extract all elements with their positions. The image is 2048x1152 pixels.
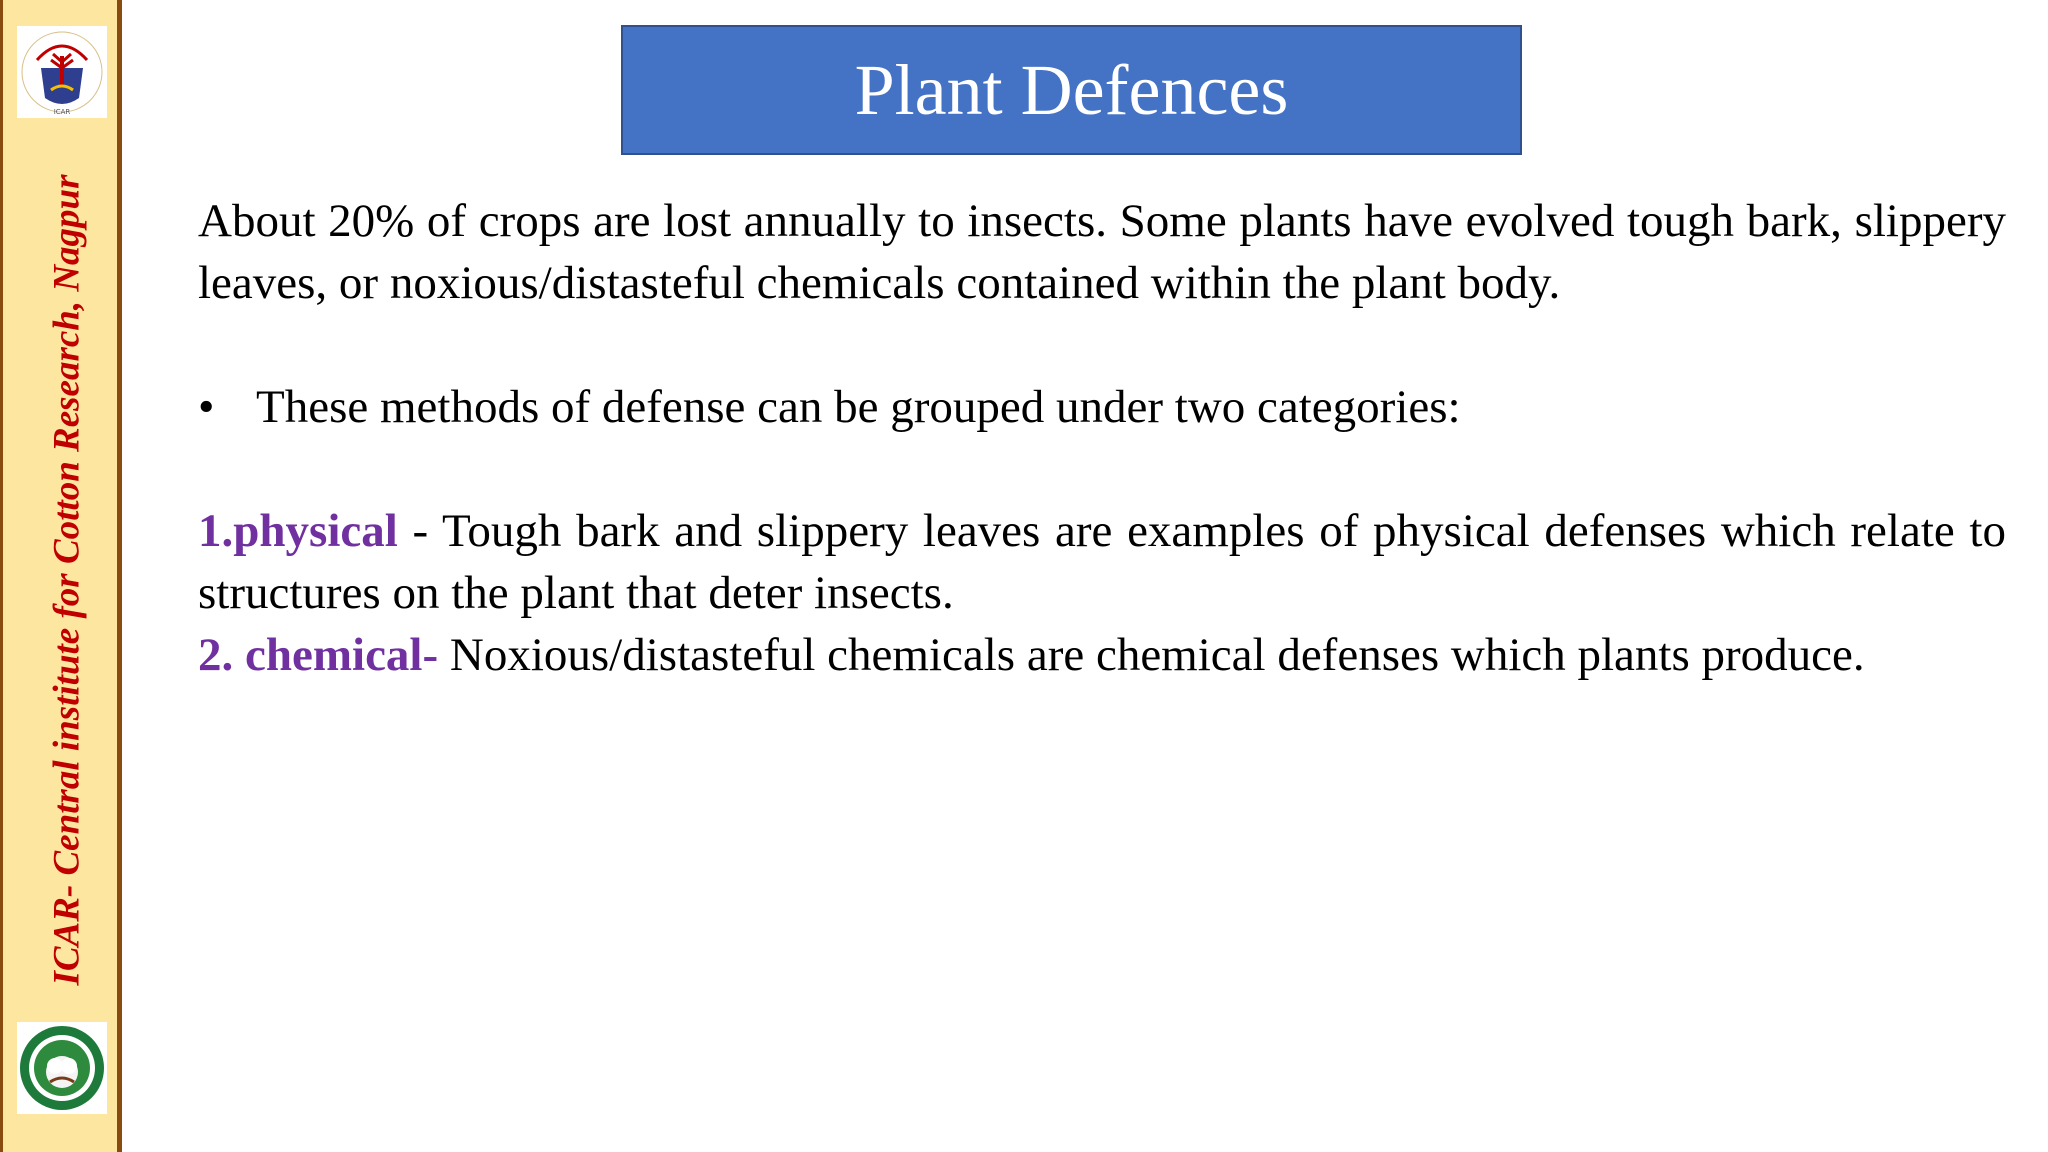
category-separator	[438, 629, 450, 681]
category-separator: -	[397, 505, 442, 557]
intro-paragraph: About 20% of crops are lost annually to insects. Some plants have evolved tough bark, slippery leaves, or noxious/distasteful chemicals contained within the plant body.	[198, 195, 2006, 309]
category-physical	[198, 500, 2006, 624]
institute-sidebar	[0, 0, 122, 1152]
icar-logo	[17, 26, 107, 118]
spacer	[198, 314, 2006, 376]
slide-body	[198, 190, 2006, 686]
svg-text:ICAR: ICAR	[53, 108, 71, 116]
bullet-text: These methods of defense can be grouped under two categories:	[256, 381, 1461, 433]
institute-name: ICAR- Central institute for Cotton Research, Nagpur	[46, 174, 88, 986]
category-description: Noxious/distasteful chemicals are chemical defenses which plants produce.	[449, 629, 1865, 681]
title-banner	[621, 25, 1522, 155]
bullet-item	[198, 376, 2006, 438]
spacer	[198, 438, 2006, 500]
category-term: 1.physical	[198, 505, 398, 557]
slide-title: Plant Defences	[854, 50, 1289, 130]
category-chemical	[198, 624, 2006, 686]
category-term: 2. chemical-	[198, 629, 439, 681]
bullet-mark: •	[198, 381, 215, 433]
cicr-logo	[17, 1022, 107, 1114]
category-description: Tough bark and slippery leaves are examples of physical defenses which relate to structures on the plant that deter insects.	[198, 505, 2006, 619]
